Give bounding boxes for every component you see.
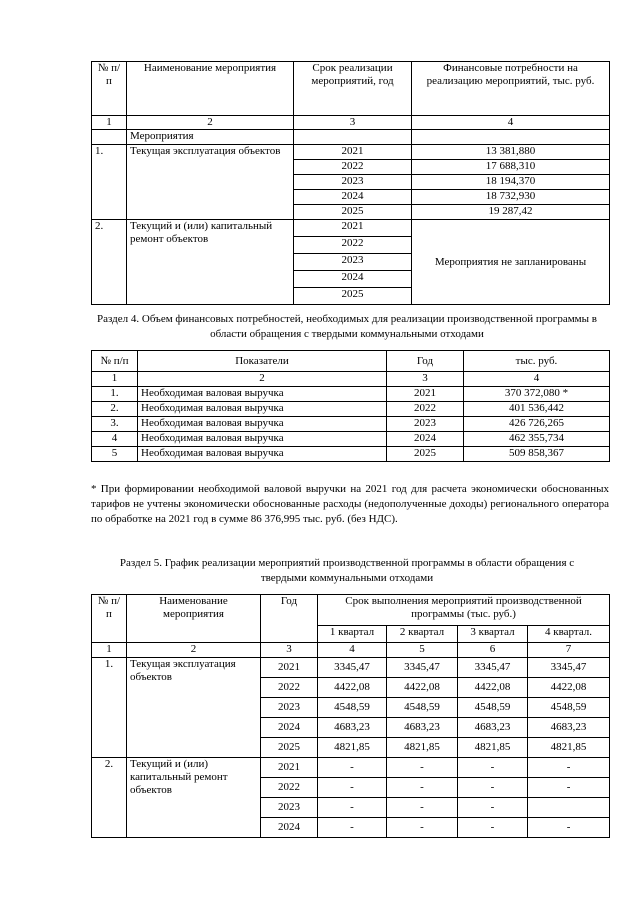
q-cell: -	[318, 798, 387, 818]
q-cell: -	[318, 758, 387, 778]
indicator-cell: Необходимая валовая выручка	[138, 432, 387, 447]
value-cell: 462 355,734	[464, 432, 610, 447]
header-year: Год	[261, 595, 318, 643]
q-cell: -	[458, 818, 528, 838]
table-row	[92, 432, 610, 447]
measure-name: Текущий и (или) капитальный ремонт объектов	[127, 758, 261, 838]
header-term: Срок реализации мероприятий, год	[294, 62, 412, 116]
q-cell: 3345,47	[318, 658, 387, 678]
q-cell: 4548,59	[387, 698, 458, 718]
year-cell: 2024	[294, 190, 412, 205]
col-number: 2	[127, 116, 294, 130]
year-cell: 2022	[261, 678, 318, 698]
not-planned-cell: Мероприятия не запланированы	[412, 220, 610, 305]
schedule-table	[91, 594, 610, 838]
q-cell: 3345,47	[528, 658, 610, 678]
empty-cell	[412, 130, 610, 145]
col-number: 3	[387, 372, 464, 387]
row-num: 2.	[92, 220, 127, 305]
table-row	[92, 402, 610, 417]
column-numbers-row	[92, 372, 610, 387]
q-cell: -	[458, 778, 528, 798]
year-cell: 2021	[294, 145, 412, 160]
year-cell: 2023	[387, 417, 464, 432]
table-row	[92, 220, 610, 237]
value-cell: 370 372,080 *	[464, 387, 610, 402]
header-name: Наименование мероприятия	[127, 62, 294, 116]
header-year: Год	[387, 351, 464, 372]
q-cell: -	[387, 818, 458, 838]
year-cell: 2021	[387, 387, 464, 402]
header-num: № п/п	[92, 62, 127, 116]
value-cell: 401 536,442	[464, 402, 610, 417]
footnote: * При формировании необходимой валовой выручки на 2021 год для расчета экономически обоснованных тарифов не учтены экономически обоснованные расходы (недополученные доходы) регионального оператора по обработке на 2021 год в сумме 86 376,995 тыс. руб. (без НДС).	[91, 483, 609, 525]
year-cell: 2022	[387, 402, 464, 417]
q-cell: 4821,85	[528, 738, 610, 758]
empty-cell	[92, 130, 127, 145]
year-cell: 2024	[261, 818, 318, 838]
col-number: 2	[127, 643, 261, 658]
value-cell: 19 287,42	[412, 205, 610, 220]
indicator-cell: Необходимая валовая выручка	[138, 447, 387, 462]
col-number: 1	[92, 372, 138, 387]
year-cell: 2021	[261, 758, 318, 778]
year-cell: 2025	[387, 447, 464, 462]
measure-name: Текущая эксплуатация объектов	[127, 658, 261, 758]
value-cell: 18 732,930	[412, 190, 610, 205]
col-number: 2	[138, 372, 387, 387]
header-term-group: Срок выполнения мероприятий производственной программы (тыс. руб.)	[318, 595, 610, 626]
column-numbers-row	[92, 643, 610, 658]
value-cell: 509 858,367	[464, 447, 610, 462]
q-cell	[528, 798, 610, 818]
table-row	[92, 145, 610, 160]
year-cell: 2024	[261, 718, 318, 738]
header-name: Наименование мероприятия	[127, 595, 261, 643]
year-cell: 2024	[387, 432, 464, 447]
year-cell: 2022	[294, 237, 412, 254]
q-cell: -	[318, 818, 387, 838]
row-num: 1.	[92, 658, 127, 758]
col-number: 5	[387, 643, 458, 658]
indicator-cell: Необходимая валовая выручка	[138, 387, 387, 402]
indicator-cell: Необходимая валовая выручка	[138, 402, 387, 417]
header-q1: 1 квартал	[318, 626, 387, 643]
section-label: Мероприятия	[127, 130, 294, 145]
q-cell: 4548,59	[318, 698, 387, 718]
q-cell: 4548,59	[528, 698, 610, 718]
header-indicator: Показатели	[138, 351, 387, 372]
q-cell: -	[528, 818, 610, 838]
q-cell: -	[387, 758, 458, 778]
year-cell: 2023	[294, 254, 412, 271]
q-cell: 4821,85	[458, 738, 528, 758]
header-q2: 2 квартал	[387, 626, 458, 643]
revenue-table	[91, 350, 610, 462]
row-num: 5	[92, 447, 138, 462]
header-q4: 4 квартал.	[528, 626, 610, 643]
header-finance: Финансовые потребности на реализацию мероприятий, тыс. руб.	[412, 62, 610, 116]
col-number: 3	[261, 643, 318, 658]
row-num: 2.	[92, 758, 127, 838]
year-cell: 2023	[261, 698, 318, 718]
table-header-row	[92, 595, 610, 626]
year-cell: 2025	[294, 288, 412, 305]
q-cell: -	[528, 758, 610, 778]
q-cell: 4422,08	[387, 678, 458, 698]
table-row	[92, 758, 610, 778]
year-cell: 2021	[294, 220, 412, 237]
table-row	[92, 447, 610, 462]
header-value: тыс. руб.	[464, 351, 610, 372]
measures-finance-table	[91, 61, 610, 305]
q-cell: 3345,47	[387, 658, 458, 678]
col-number: 1	[92, 643, 127, 658]
year-cell: 2025	[294, 205, 412, 220]
q-cell: 4683,23	[318, 718, 387, 738]
section4-caption: Раздел 4. Объем финансовых потребностей, необходимых для реализации производственной программы в области обращения с твердыми коммунальными отходами	[97, 313, 597, 340]
q-cell: -	[387, 778, 458, 798]
value-cell: 426 726,265	[464, 417, 610, 432]
col-number: 3	[294, 116, 412, 130]
col-number: 4	[464, 372, 610, 387]
q-cell: -	[458, 758, 528, 778]
measure-name: Текущий и (или) капитальный ремонт объектов	[127, 220, 294, 305]
col-number: 1	[92, 116, 127, 130]
q-cell: -	[318, 778, 387, 798]
q-cell: -	[458, 798, 528, 818]
measure-name: Текущая эксплуатация объектов	[127, 145, 294, 220]
empty-cell	[294, 130, 412, 145]
header-num: № п/п	[92, 351, 138, 372]
q-cell: 4422,08	[318, 678, 387, 698]
q-cell: 4821,85	[318, 738, 387, 758]
q-cell: 4821,85	[387, 738, 458, 758]
q-cell: 3345,47	[458, 658, 528, 678]
q-cell: -	[528, 778, 610, 798]
table-header-row	[92, 351, 610, 372]
year-cell: 2022	[261, 778, 318, 798]
row-num: 1.	[92, 387, 138, 402]
col-number: 4	[412, 116, 610, 130]
q-cell: 4422,08	[528, 678, 610, 698]
q-cell: 4548,59	[458, 698, 528, 718]
q-cell: -	[387, 798, 458, 818]
section5-caption: Раздел 5. График реализации мероприятий производственной программы в области обращения с твердыми коммунальными отходами	[119, 557, 575, 584]
header-num: № п/п	[92, 595, 127, 643]
q-cell: 4683,23	[528, 718, 610, 738]
value-cell: 13 381,880	[412, 145, 610, 160]
table-row	[92, 387, 610, 402]
year-cell: 2023	[261, 798, 318, 818]
q-cell: 4422,08	[458, 678, 528, 698]
row-num: 3.	[92, 417, 138, 432]
header-q3: 3 квартал	[458, 626, 528, 643]
year-cell: 2021	[261, 658, 318, 678]
table-row	[92, 658, 610, 678]
column-numbers-row	[92, 116, 610, 130]
year-cell: 2025	[261, 738, 318, 758]
row-num: 4	[92, 432, 138, 447]
year-cell: 2024	[294, 271, 412, 288]
indicator-cell: Необходимая валовая выручка	[138, 417, 387, 432]
col-number: 7	[528, 643, 610, 658]
table-header-row	[92, 62, 610, 116]
year-cell: 2022	[294, 160, 412, 175]
value-cell: 18 194,370	[412, 175, 610, 190]
q-cell: 4683,23	[458, 718, 528, 738]
row-num: 2.	[92, 402, 138, 417]
row-num: 1.	[92, 145, 127, 220]
value-cell: 17 688,310	[412, 160, 610, 175]
col-number: 6	[458, 643, 528, 658]
q-cell: 4683,23	[387, 718, 458, 738]
col-number: 4	[318, 643, 387, 658]
year-cell: 2023	[294, 175, 412, 190]
section-label-row	[92, 130, 610, 145]
table-row	[92, 417, 610, 432]
